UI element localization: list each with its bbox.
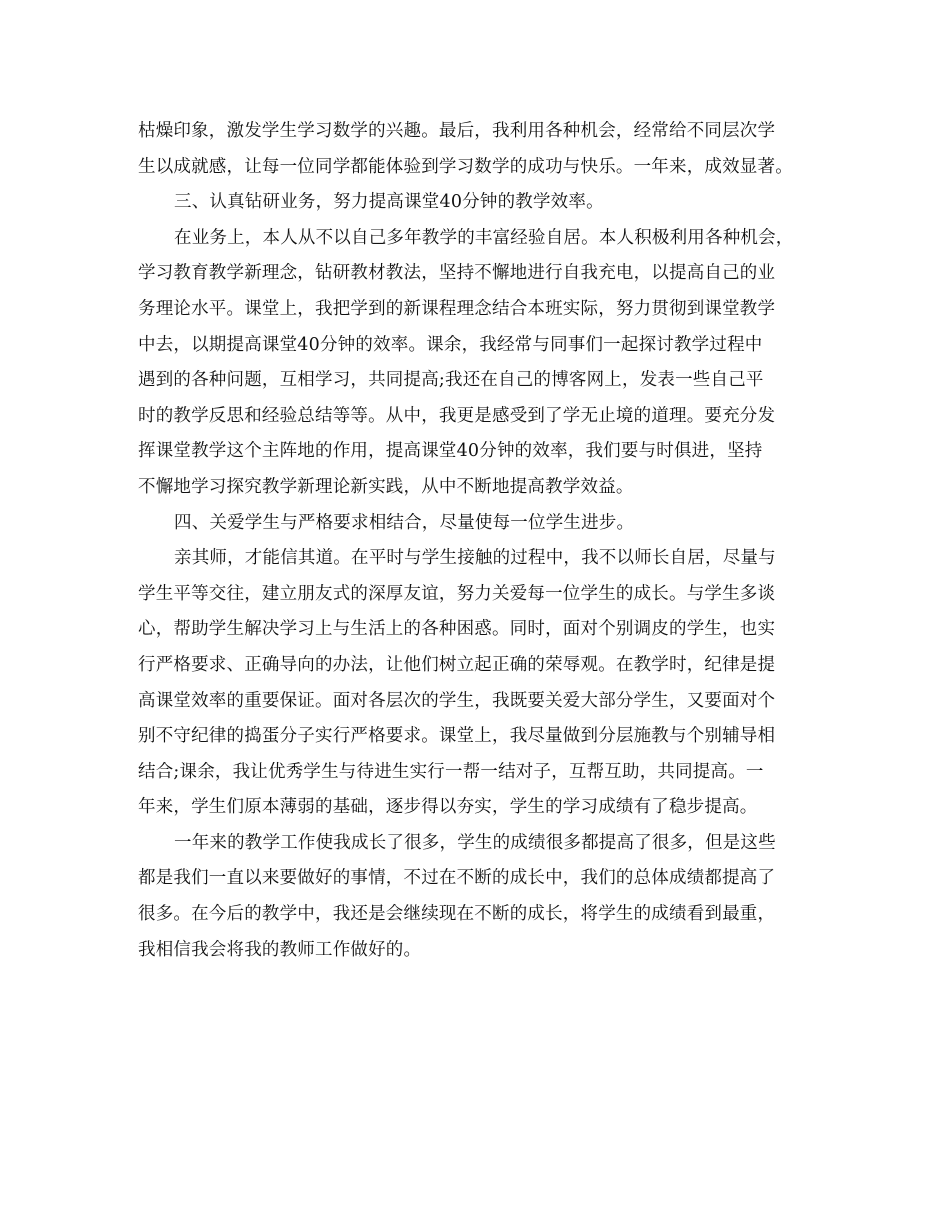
- text-line: 不懈地学习探究教学新理论新实践，从中不断地提高教学效益。: [138, 476, 634, 497]
- text-line: 我相信我会将我的教师工作做好的。: [138, 939, 422, 960]
- text-line: 都是我们一直以来要做好的事情，不过在不断的成长中，我们的总体成绩都提高了: [138, 868, 776, 889]
- text-line: 高课堂效率的重要保证。面对各层次的学生，我既要关爱大部分学生，又要面对个: [138, 690, 776, 711]
- text-line: 时的教学反思和经验总结等等。从中，我更是感受到了学无止境的道理。要充分发: [138, 405, 776, 426]
- document-body: [138, 114, 828, 968]
- text-line: 中去，以期提高课堂40分钟的效率。课余，我经常与同事们一起探讨教学过程中: [138, 334, 763, 355]
- text-line: 别不守纪律的捣蛋分子实行严格要求。课堂上，我尽量做到分层施教与个别辅导相: [138, 726, 776, 747]
- text-line: 在业务上，本人从不以自己多年教学的丰富经验自居。本人积极利用各种机会，: [174, 227, 794, 248]
- text-line: 行严格要求、正确导向的办法，让他们树立起正确的荣辱观。在教学时，纪律是提: [138, 654, 776, 675]
- text-line: 心，帮助学生解决学习上与生活上的各种困惑。同时，面对个别调皮的学生，也实: [138, 619, 776, 640]
- text-line: 生以成就感，让每一位同学都能体验到学习数学的成功与快乐。一年来，成效显著。: [138, 156, 793, 177]
- text-line: 挥课堂教学这个主阵地的作用，提高课堂40分钟的效率，我们要与时俱进，坚持: [138, 441, 763, 462]
- text-line: 四、关爱学生与严格要求相结合，尽量使每一位学生进步。: [174, 512, 635, 533]
- text-line: 结合;课余，我让优秀学生与待进生实行一帮一结对子，互帮互助，共同提高。一: [138, 761, 764, 782]
- text-line: 学生平等交往，建立朋友式的深厚友谊，努力关爱每一位学生的成长。与学生多谈: [138, 583, 776, 604]
- text-line: 三、认真钻研业务，努力提高课堂40分钟的教学效率。: [174, 192, 604, 213]
- text-line: 学习教育教学新理念，钻研教材教法，坚持不懈地进行自我充电，以提高自己的业: [138, 263, 776, 284]
- text-line: 枯燥印象，激发学生学习数学的兴趣。最后，我利用各种机会，经常给不同层次学: [138, 121, 776, 141]
- text-line: 很多。在今后的教学中，我还是会继续现在不断的成长，将学生的成绩看到最重，: [138, 904, 776, 925]
- text-line: 一年来的教学工作使我成长了很多，学生的成绩很多都提高了很多，但是这些: [174, 832, 776, 853]
- text-line: 务理论水平。课堂上，我把学到的新课程理念结合本班实际，努力贯彻到课堂教学: [138, 298, 776, 319]
- text-line: 遇到的各种问题，互相学习，共同提高;我还在自己的博客网上，发表一些自己平: [138, 370, 764, 391]
- text-line: 亲其师，才能信其道。在平时与学生接触的过程中，我不以师长自居，尽量与: [174, 548, 776, 569]
- text-line: 年来，学生们原本薄弱的基础，逐步得以夯实，学生的学习成绩有了稳步提高。: [138, 797, 758, 818]
